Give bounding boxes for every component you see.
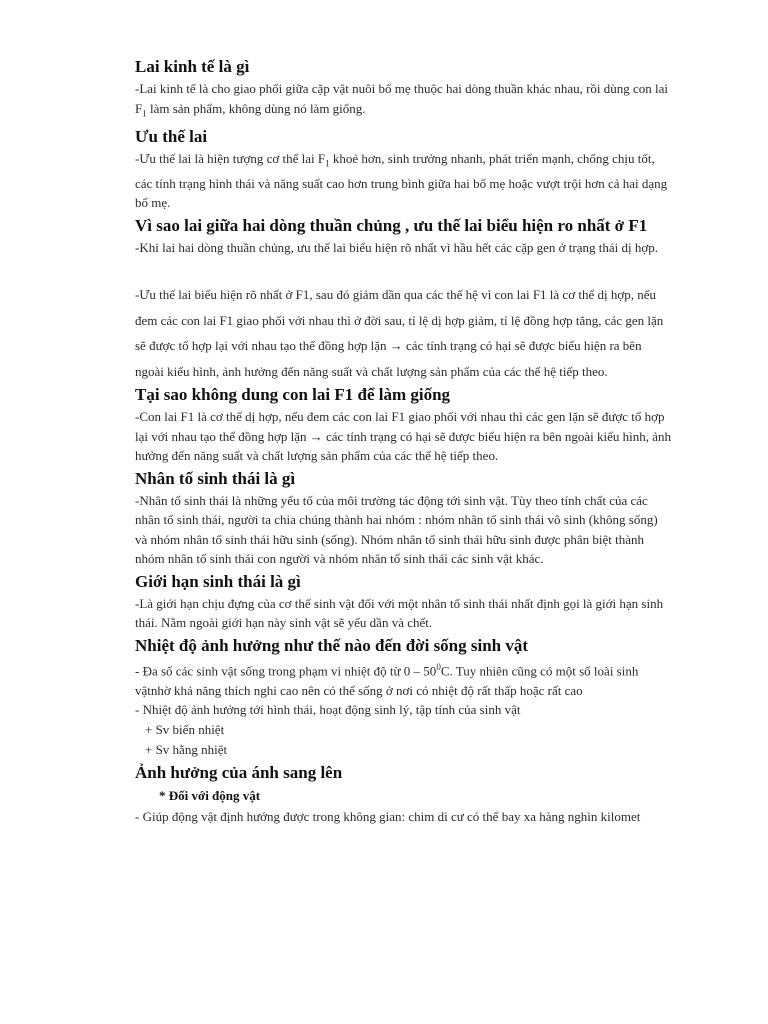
heading-gioi-han-sinh-thai: Giới hạn sinh thái là gì (135, 571, 301, 591)
subheading-dong-vat: * Đối với động vật (159, 787, 261, 803)
document-body (135, 56, 671, 826)
paragraph-lai-kinh-te (135, 79, 671, 124)
paragraph-vi-sao-lai-1: -Khi lai hai dòng thuần chủng, ưu thế lai biểu hiện rõ nhất vì hầu hết các cặp gen ở trạng thái dị hợp. (135, 239, 658, 255)
heading-nhan-to-sinh-thai: Nhân tố sinh thái là gì (135, 468, 296, 488)
paragraph-nhiet-do-2: - Nhiệt độ ảnh hưởng tới hình thái, hoạt động sinh lý, tập tính của sinh vật (135, 702, 521, 718)
text-run: - Đa số các sinh vật sống trong phạm vi nhiệt độ từ 0 – 50 (135, 663, 437, 679)
list-item-hang-nhiet: + Sv hằng nhiệt (145, 741, 228, 757)
subscript: 1 (325, 158, 330, 169)
paragraph-gioi-han-sinh-thai: -Là giới hạn chịu đựng của cơ thể sinh vật đối với một nhân tố sinh thái nhất định gọi là giới hạn sinh thái. Nằm ngoài giới hạn này sinh vật sẽ yếu dần và chết. (135, 595, 664, 631)
paragraph-anh-sang: - Giúp động vật định hướng được trong không gian: chim di cư có thể bay xa hàng nghìn kilomet (135, 808, 641, 824)
paragraph-uu-the-lai (135, 149, 671, 213)
paragraph-gap (135, 257, 671, 282)
heading-tai-sao-khong-dung: Tại sao không dung con lai F1 để làm giống (135, 385, 451, 405)
heading-nhiet-do: Nhiệt độ ảnh hưởng như thế nào đến đời sống sinh vật (135, 635, 529, 655)
list-item-bien-nhiet: + Sv biến nhiệt (145, 721, 225, 737)
subscript: 1 (142, 108, 147, 119)
heading-uu-the-lai: Ưu thế lai (135, 126, 208, 146)
text-run: -Ưu thế lai là hiện tượng cơ thể lai F (135, 150, 326, 166)
text-run: khoẻ hơn, sinh trưởng nhanh, phát triển mạnh, chống chịu tốt, các tính trạng hình thái và năng suất cao hơn trung bình giữa hai bố mẹ hoặc vượt trội hơn cả hai dạng bố mẹ. (135, 150, 668, 211)
text-run: làm sản phẩm, không dùng nó làm giống. (146, 100, 366, 116)
text-run: -Lai kinh tế là cho giao phối giữa cặp vật nuôi bố mẹ thuộc hai dòng thuần khác nhau, rồi dùng con lai F (135, 81, 669, 116)
paragraph-nhan-to-sinh-thai: -Nhân tố sinh thái là những yếu tố của môi trường tác động tới sinh vật. Tùy theo tính chất của các nhân tố sinh thái, người ta chia chúng thành hai nhóm : nhóm nhân tố sinh thái vô sinh (không sống) và nhóm nhân tố sinh thái hữu sinh (sống). Nhóm nhân tố sinh thái hữu sinh được phân biệt thành nhóm nhân tố sinh thái con người và nhóm nhân tố sinh thái các sinh vật khác. (135, 492, 658, 567)
paragraph-nhiet-do-1 (135, 658, 671, 700)
heading-anh-sang: Ảnh hưởng của ánh sang lên (135, 762, 343, 782)
heading-lai-kinh-te: Lai kinh tế là gì (135, 57, 250, 76)
superscript: 0 (436, 661, 441, 672)
paragraph-vi-sao-lai-2: -Ưu thế lai biểu hiện rõ nhất ở F1, sau đó giảm dần qua các thế hệ vì con lai F1 là cơ thể dị hợp, nếu đem các con lai F1 giao phối với nhau thì ở đời sau, tỉ lệ dị hợp giảm, tỉ lệ đồng hợp tăng, các gen lặn sẽ được tổ hợp lại với nhau tạo thể đồng hợp lặn → các tính trạng có hại sẽ được biểu hiện ra bên ngoài kiểu hình, ảnh hưởng đến năng suất và chất lượng sản phẩm của các thế hệ tiếp theo. (135, 287, 664, 379)
text-run: C. Tuy nhiên cũng có một số loài sinh vậtnhờ khả năng thích nghi cao nên có thể sống ở nơi có nhiệt độ rất thấp hoặc rất cao (135, 663, 639, 698)
paragraph-tai-sao-khong-dung: -Con lai F1 là cơ thể dị hợp, nếu đem các con lai F1 giao phối với nhau thì các gen lặn sẽ được tổ hợp lại với nhau tạo thể đồng hợp lặn → các tính trạng có hại sẽ được biểu hiện ra bên ngoài kiểu hình, ảnh hưởng đến năng suất và chất lượng sản phẩm của các thế hệ tiếp theo. (135, 409, 671, 464)
heading-vi-sao-lai: Vì sao lai giữa hai dòng thuần chủng , ưu thế lai biểu hiện ro nhất ở F1 (135, 215, 648, 235)
